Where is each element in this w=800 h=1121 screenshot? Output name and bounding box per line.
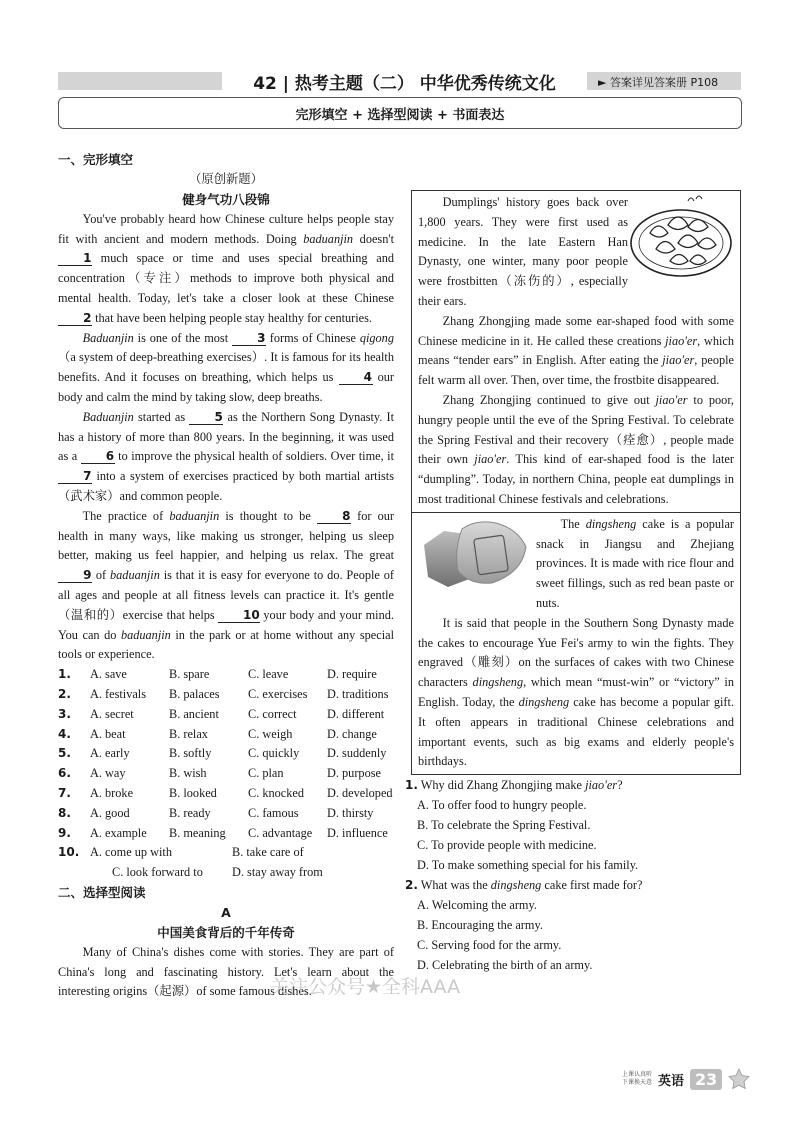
option-b[interactable]: B. ancient <box>169 706 219 721</box>
option-row: 2. A. festivals B. palaces C. exercises D. traditions <box>58 685 394 705</box>
option-b[interactable]: B. softly <box>169 746 212 761</box>
option-a[interactable]: A. way <box>90 766 126 781</box>
option-d[interactable]: D. thirsty <box>327 805 374 820</box>
left-column <box>58 150 394 1002</box>
option-a[interactable]: A. broke <box>90 785 134 800</box>
dingsheng-cake-photo <box>418 515 530 595</box>
subject-label: 英语 <box>658 1073 685 1089</box>
dingsheng-paragraph-1: The dingsheng cake is a popular snack in Jiangsu and Zhejiang provinces. It is made with rice flour and sweet fillings, such as red bean paste or nuts. <box>536 516 734 610</box>
question-2: 2. What was the dingsheng cake first made for? A. Welcoming the army. B. Encouraging the army. C. Serving food for the army. D. Celebrating the birth of an army. <box>405 875 741 975</box>
option-b[interactable]: B. spare <box>169 667 210 682</box>
option-c[interactable]: C. weigh <box>248 726 293 741</box>
option-c[interactable]: C. advantage <box>248 825 313 840</box>
option-d[interactable]: D. developed <box>327 785 393 800</box>
dumplings-paragraph-1: Dumplings' history goes back over 1,800 years. They were first used as medicine. In the late Eastern Han Dynasty, one winter, many poor people were frostbitten（冻伤的）, especially their ears. <box>418 195 628 308</box>
section2-heading: 二、选择型阅读 <box>58 884 146 900</box>
cloze-paragraph: Baduanjin is one of the most 3 forms of Chinese qigong（a system of deep-breathing exercises）. It is famous for its health benefits. And it focuses on breathing, which helps us 4 our body and calm the mind by taking slow, deep breaths. <box>58 330 394 404</box>
option-row: 8. A. good B. ready C. famous D. thirsty <box>58 804 394 824</box>
answer-option[interactable]: A. Welcoming the army. <box>417 898 537 913</box>
option-a[interactable]: A. early <box>90 746 130 761</box>
option-d[interactable]: D. require <box>327 667 377 682</box>
dumplings-box <box>411 190 741 513</box>
option-a[interactable]: A. come up with <box>90 845 172 860</box>
option-row: 9. A. example B. meaning C. advantage D. influence <box>58 824 394 844</box>
section1-heading: 一、完形填空 <box>58 152 134 167</box>
passage-letter: A <box>221 904 231 920</box>
page-footer <box>622 1068 750 1090</box>
option-b[interactable]: B. ready <box>169 805 211 820</box>
blank-10[interactable]: 10 <box>218 608 259 623</box>
option-b[interactable]: B. meaning <box>169 825 226 840</box>
dumplings-paragraph-3: Zhang Zhongjing continued to give out jiao'er to poor, hungry people until the eve of the Spring Festival. To celebrate the Spring Festival and their recovery（痊愈）, people made their own jiao'er. This kind of ear-shaped food is the later “dumpling”. Today, in northern China, people eat dumplings in most traditional Chinese festivals and celebrations. <box>418 392 734 506</box>
page-number: 23 <box>690 1069 722 1090</box>
option-c[interactable]: C. famous <box>248 805 299 820</box>
option-b[interactable]: B. looked <box>169 785 217 800</box>
blank-8[interactable]: 8 <box>317 509 351 524</box>
watermark: 关注公众号★全科AAA <box>270 976 461 998</box>
dumplings-illustration <box>628 193 734 281</box>
options-list <box>58 665 394 883</box>
passage2-title: 中国美食背后的千年传奇 <box>157 924 295 940</box>
answer-option[interactable]: C. Serving food for the army. <box>417 938 562 953</box>
option-b[interactable]: B. palaces <box>169 686 220 701</box>
answer-option[interactable]: A. To offer food to hungry people. <box>417 798 587 813</box>
option-c[interactable]: C. plan <box>248 766 284 781</box>
dumplings-paragraph-2: Zhang Zhongjing made some ear-shaped food with some Chinese medicine in it. He called these creations jiao'er, which means “tender ears” in English. After eating the jiao'er, people felt warm all over. Then, over time, the frostbite disappeared. <box>418 313 734 388</box>
blank-5[interactable]: 5 <box>189 410 223 425</box>
option-d[interactable]: D. traditions <box>327 686 389 701</box>
option-a[interactable]: A. good <box>90 805 130 820</box>
blank-4[interactable]: 4 <box>339 370 373 385</box>
option-d[interactable]: D. suddenly <box>327 746 387 761</box>
cloze-paragraph: Baduanjin started as 5 as the Northern Song Dynasty. It has a history of more than 800 years. In the beginning, it was used as a 6 to improve the physical health of soldiers. Over time, it 7 into a system of exercises practiced by both martial artists（武术家）and common people. <box>58 409 394 503</box>
answer-option[interactable]: D. Celebrating the birth of an army. <box>417 958 593 973</box>
option-c[interactable]: C. exercises <box>248 686 308 701</box>
option-d[interactable]: D. influence <box>327 825 388 840</box>
option-c[interactable]: C. correct <box>248 706 297 721</box>
answer-option[interactable]: C. To provide people with medicine. <box>417 838 597 853</box>
option-row: 4. A. beat B. relax C. weigh D. change <box>58 725 394 745</box>
option-row: 10. A. come up with B. take care of <box>58 843 394 863</box>
footer-slogan: 上课认真听 下课换天意 <box>622 1071 653 1086</box>
option-c[interactable]: C. leave <box>248 667 289 682</box>
option-row: 6. A. way B. wish C. plan D. purpose <box>58 764 394 784</box>
answer-reference: ► 答案详见答案册 P108 <box>598 76 719 89</box>
blank-6[interactable]: 6 <box>81 449 115 464</box>
option-a[interactable]: A. example <box>90 825 147 840</box>
option-d[interactable]: D. change <box>327 726 377 741</box>
blank-2[interactable]: 2 <box>58 311 92 326</box>
right-column <box>405 190 741 975</box>
dingsheng-box <box>411 513 741 775</box>
option-d[interactable]: D. stay away from <box>232 865 323 880</box>
star-icon <box>728 1068 750 1090</box>
option-row: 7. A. broke B. looked C. knocked D. developed <box>58 784 394 804</box>
answer-option[interactable]: D. To make something special for his family. <box>417 858 639 873</box>
answer-option[interactable]: B. To celebrate the Spring Festival. <box>417 818 591 833</box>
cloze-paragraph: You've probably heard how Chinese culture helps people stay fit with ancient and modern methods. Doing baduanjin doesn't 1 much space or time and uses special breathing and concentration（专注）methods to improve both physical and mental health. Today, let's take a closer look at these Chinese 2 that have been helping people stay healthy for centuries. <box>58 211 394 325</box>
option-a[interactable]: A. festivals <box>90 686 147 701</box>
option-b[interactable]: B. wish <box>169 766 207 781</box>
blank-7[interactable]: 7 <box>58 469 92 484</box>
option-a[interactable]: A. save <box>90 667 127 682</box>
option-c[interactable]: C. look forward to <box>112 865 203 880</box>
page-title: 42 | 热考主题（二） 中华优秀传统文化 <box>253 73 556 94</box>
option-row: 5. A. early B. softly C. quickly D. suddenly <box>58 744 394 764</box>
option-c[interactable]: C. knocked <box>248 785 305 800</box>
option-b[interactable]: B. relax <box>169 726 208 741</box>
option-b[interactable]: B. take care of <box>232 845 304 860</box>
option-row: 1. A. save B. spare C. leave D. require <box>58 665 394 685</box>
answer-option[interactable]: B. Encouraging the army. <box>417 918 543 933</box>
blank-1[interactable]: 1 <box>58 251 92 266</box>
dingsheng-paragraph-2: It is said that people in the Southern Song Dynasty made the cakes to encourage Yue Fei's army to win the fights. They engraved（雕刻）on the surfaces of cakes with two Chinese characters dingsheng, which mean “must-win” or “victory” in English. Today, the dingsheng cake has become a popular gift. It often appears in traditional Chinese celebrations and important events, such as big exams and elderly people's birthdays. <box>418 615 735 769</box>
section-subtitle: 完形填空 + 选择型阅读 + 书面表达 <box>58 97 742 129</box>
option-c[interactable]: C. quickly <box>248 746 300 761</box>
source-note: （原创新题） <box>189 172 263 186</box>
option-a[interactable]: A. secret <box>90 706 134 721</box>
blank-3[interactable]: 3 <box>232 331 266 346</box>
reading-intro: Many of China's dishes come with stories. They are part of China's long and fascinating history. Let's learn about the interesting origins（起源）of some famous dishes. <box>58 944 394 999</box>
blank-9[interactable]: 9 <box>58 568 92 583</box>
option-row <box>58 863 394 883</box>
option-a[interactable]: A. beat <box>90 726 126 741</box>
question-1: 1. Why did Zhang Zhongjing make jiao'er? A. To offer food to hungry people. B. To celebrate the Spring Festival. C. To provide people with medicine. D. To make something special for his family. <box>405 775 741 875</box>
option-d[interactable]: D. different <box>327 706 385 721</box>
option-d[interactable]: D. purpose <box>327 766 381 781</box>
option-row: 3. A. secret B. ancient C. correct D. different <box>58 705 394 725</box>
cloze-paragraph: The practice of baduanjin is thought to be 8 for our health in many ways, like making us stronger, helping us sleep better, making us feel happier, and helping us relax. The great 9 of baduanjin is that it is easy for everyone to do. People of all ages and people at all fitness levels can practice it. It's gentle（温和的）exercise that helps 10 your body and your mind. You can do baduanjin in the park or at home without any special tools or experience. <box>58 508 395 662</box>
passage-title: 健身气功八段锦 <box>182 191 270 207</box>
